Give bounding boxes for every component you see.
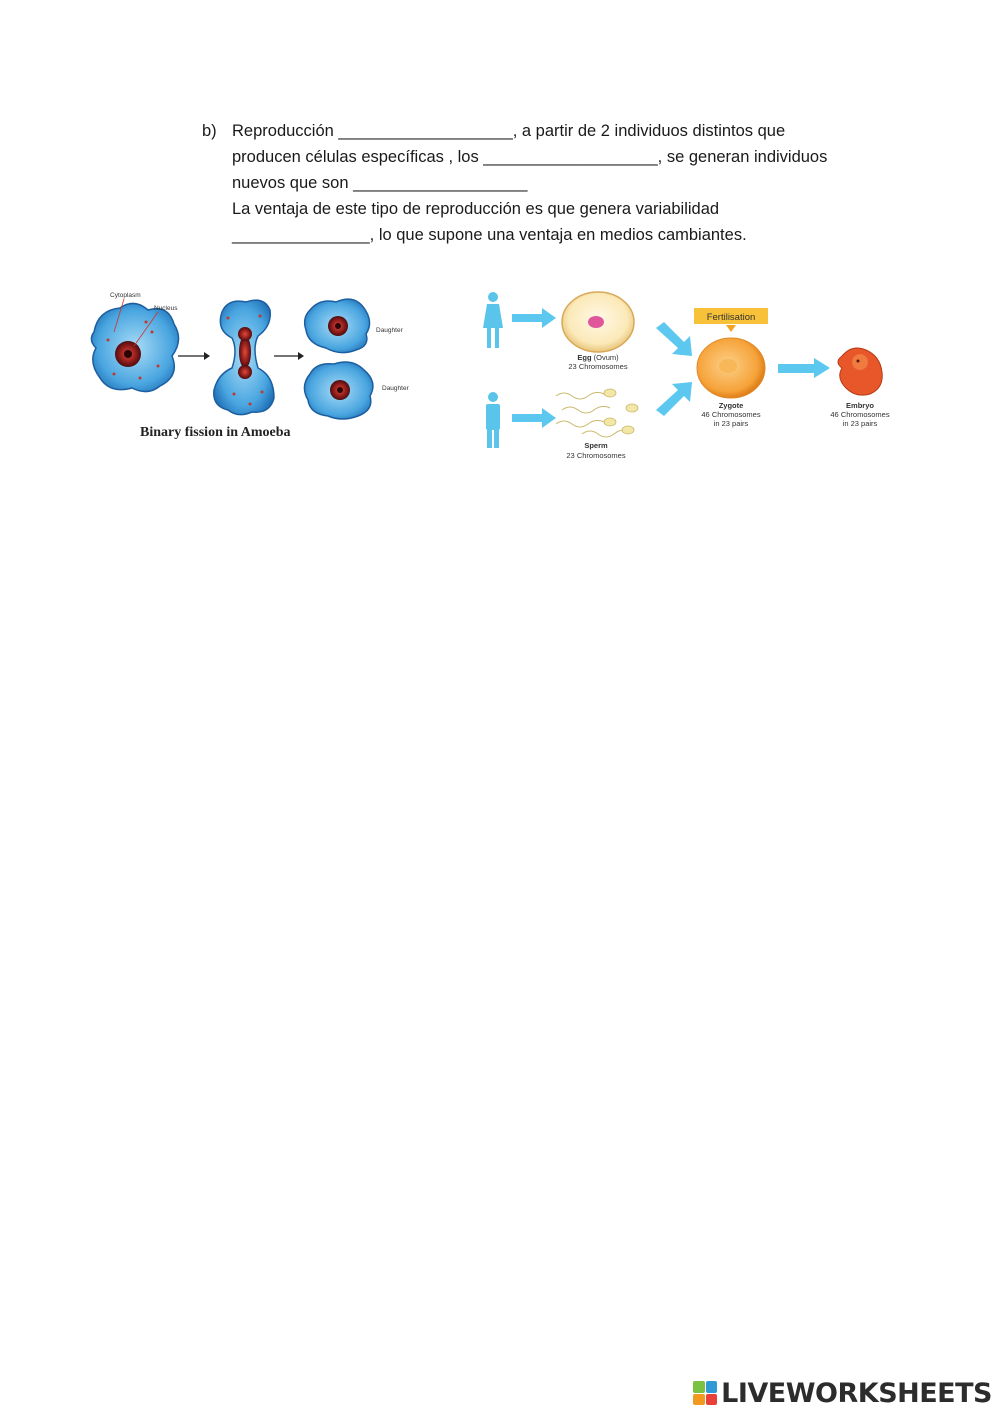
male-person-icon [486,392,500,448]
liveworksheets-logo-text: LIVEWORKSHEETS [721,1377,992,1409]
label-cytoplasm: Cytoplasm [110,292,141,299]
egg-name: Egg [577,353,592,362]
arrow-up-right-icon [656,382,692,416]
arrow-right-icon [512,408,556,428]
liveworksheets-logo-icon [693,1381,717,1405]
binary-fission-figure [88,282,428,444]
binary-fission-illustration [88,282,428,444]
embryo-illustration [838,348,882,395]
question-marker: b) [202,122,217,140]
binary-fission-caption: Binary fission in Amoeba [140,425,291,440]
question-line-4: La ventaja de este tipo de reproducción es que genera variabilidad [232,200,720,218]
egg-qualifier: (Ovum) [593,353,619,362]
arrow-right-icon [512,308,556,328]
fertilisation-banner [694,308,768,332]
question-line-3: nuevos que son ___________________ [232,174,528,192]
egg-cell [562,292,634,352]
fertilisation-label: Fertilisation [706,312,756,323]
label-daughter-top: Daughter [376,327,403,334]
banner-pointer [726,325,736,332]
daughter-amoeba-top [305,299,370,352]
daughter-amoeba-bottom [304,362,372,419]
dividing-amoeba [214,300,274,414]
question-text [232,118,827,248]
fertilisation-figure [472,284,902,470]
sperm-name: Sperm [584,441,608,450]
parent-amoeba [91,303,178,391]
zygote-detail-2: in 23 pairs [713,419,749,428]
fertilisation-illustration [472,284,902,470]
arrow-right-icon [178,352,210,360]
zygote-cell [697,338,765,398]
question-line-1: Reproducción ___________________, a partir de 2 individuos distintos que [232,122,786,140]
label-nucleus: Nucleus [154,305,178,312]
question-line-5: _______________, lo que supone una ventaja en medios cambiantes. [232,226,747,244]
label-daughter-bottom: Daughter [382,385,409,392]
question-line-2: producen células específicas , los ___________________, se generan individuos [232,148,828,166]
zygote-name: Zygote [718,401,744,410]
sperm-cells [556,389,638,437]
arrow-right-icon [274,352,304,360]
arrow-down-right-icon [656,322,692,356]
embryo-detail-2: in 23 pairs [842,419,878,428]
liveworksheets-logo [693,1378,992,1408]
egg-detail: 23 Chromosomes [568,362,628,371]
egg-label [577,353,619,362]
sperm-detail: 23 Chromosomes [566,451,626,460]
embryo-detail-1: 46 Chromosomes [830,410,890,419]
embryo-name: Embryo [846,401,874,410]
zygote-detail-1: 46 Chromosomes [701,410,761,419]
arrow-right-icon [778,358,830,378]
female-person-icon [483,292,503,348]
